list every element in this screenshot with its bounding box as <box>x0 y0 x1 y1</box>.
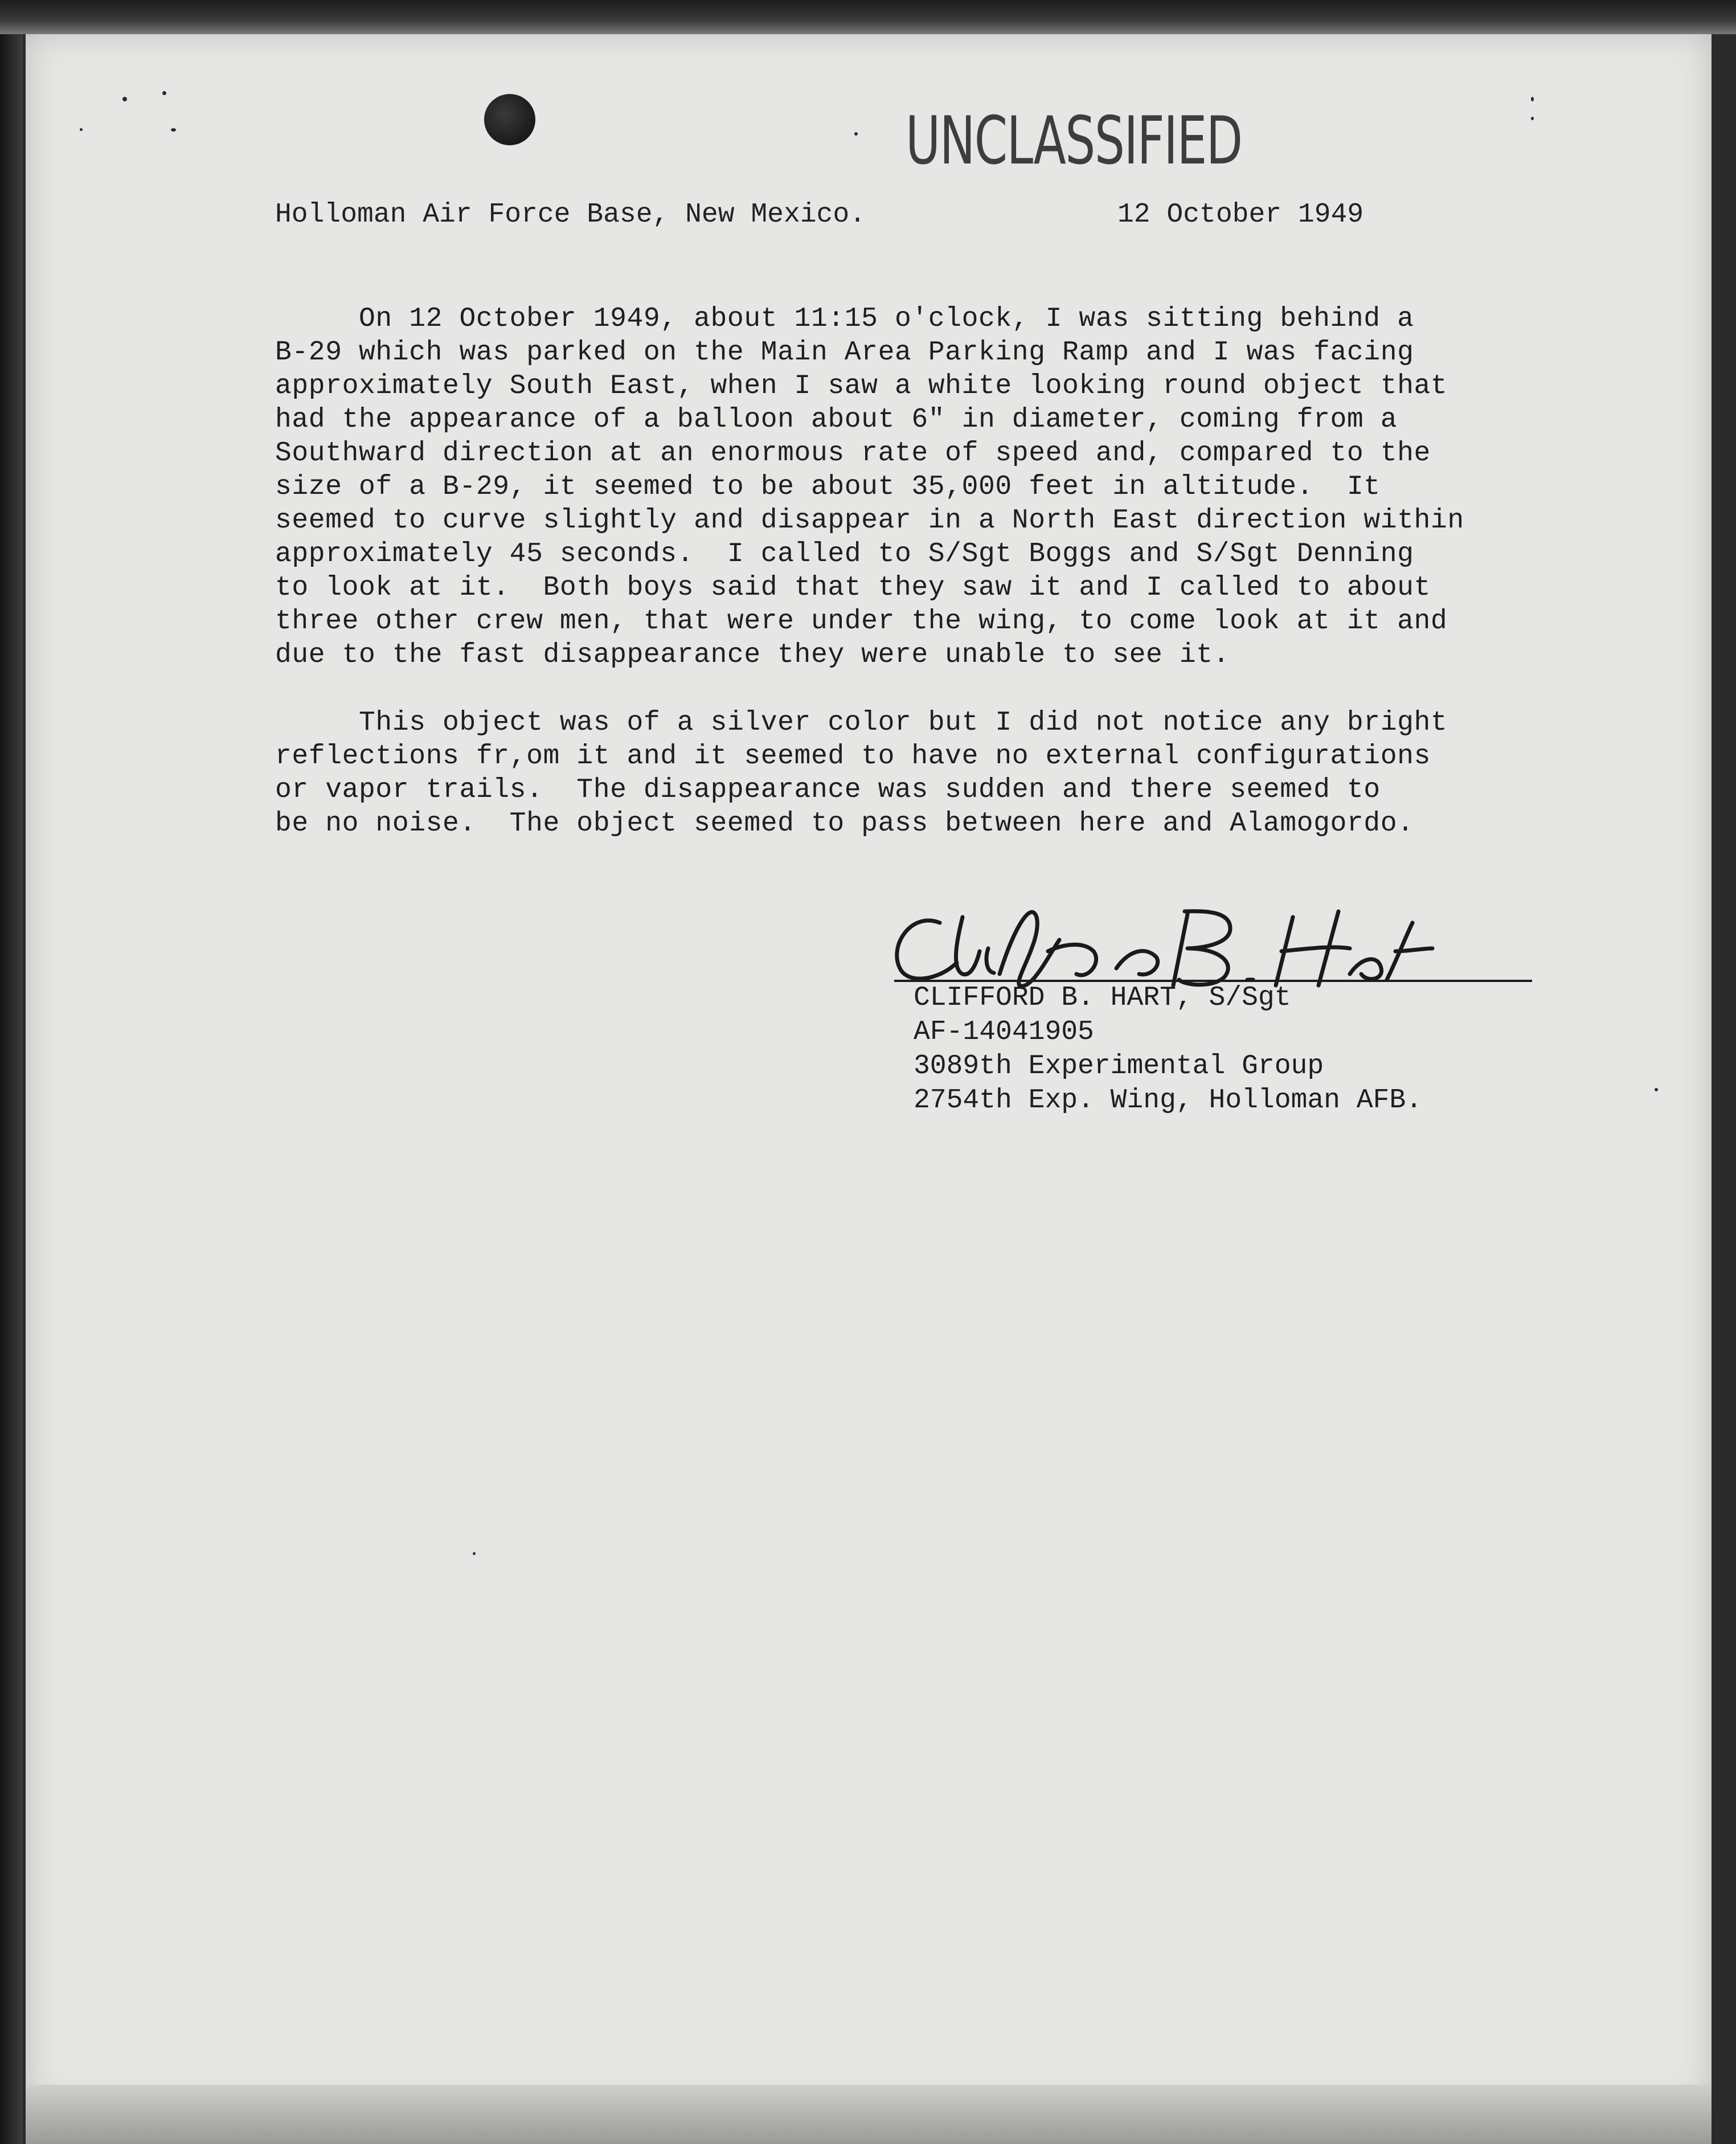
text-line: had the appearance of a balloon about 6" in diameter, coming from a <box>275 404 1398 435</box>
paragraph-2 <box>275 706 1528 841</box>
scan-bottom-edge <box>26 2085 1712 2144</box>
scan-speck <box>162 91 166 95</box>
scan-speck <box>1655 1088 1658 1091</box>
text-line: approximately South East, when I saw a white looking round object that <box>275 371 1448 402</box>
text-line: reflections fr,om it and it seemed to have no external configurations <box>275 741 1431 772</box>
text-line: On 12 October 1949, about 11:15 o'clock, I was sitting behind a <box>275 304 1414 334</box>
signer-name: CLIFFORD B. HART, S/Sgt <box>914 983 1291 1013</box>
text-line: B-29 which was parked on the Main Area Parking Ramp and I was facing <box>275 337 1414 368</box>
scan-speck <box>80 128 83 131</box>
scan-left-edge <box>0 0 23 2144</box>
scan-speck <box>473 1552 476 1555</box>
text-line: seemed to curve slightly and disappear in a North East direction within <box>275 505 1464 536</box>
scan-speck <box>1531 97 1534 101</box>
text-line: size of a B-29, it seemed to be about 35,000 feet in altitude. It <box>275 472 1381 502</box>
text-line: This object was of a silver color but I did not notice any bright <box>275 707 1448 738</box>
text-line: Southward direction at an enormous rate of speed and, compared to the <box>275 438 1431 469</box>
text-line: due to the fast disappearance they were unable to see it. <box>275 640 1230 670</box>
header-location: Holloman Air Force Base, New Mexico. <box>275 199 866 230</box>
text-line: three other crew men, that were under the wing, to come look at it and <box>275 606 1448 637</box>
text-line: to look at it. Both boys said that they saw it and I called to about <box>275 572 1431 603</box>
signer-wing: 2754th Exp. Wing, Holloman AFB. <box>914 1085 1422 1116</box>
scan-speck <box>171 128 176 132</box>
paragraph-1 <box>275 302 1528 672</box>
text-line: approximately 45 seconds. I called to S/Sgt Boggs and S/Sgt Denning <box>275 539 1414 570</box>
scan-speck <box>1531 117 1534 120</box>
text-line: or vapor trails. The disappearance was sudden and there seemed to <box>275 775 1381 805</box>
header-date: 12 October 1949 <box>1117 199 1364 230</box>
classification-stamp: UNCLASSIFIED <box>906 103 1242 179</box>
text-line: be no noise. The object seemed to pass between here and Alamogordo. <box>275 808 1414 839</box>
signer-serial: AF-14041905 <box>914 1017 1094 1048</box>
scan-top-edge <box>0 0 1736 34</box>
scan-speck <box>854 132 858 136</box>
signer-unit: 3089th Experimental Group <box>914 1051 1324 1082</box>
signature-line <box>894 980 1532 982</box>
punch-hole <box>484 94 535 145</box>
scan-speck <box>122 97 127 101</box>
